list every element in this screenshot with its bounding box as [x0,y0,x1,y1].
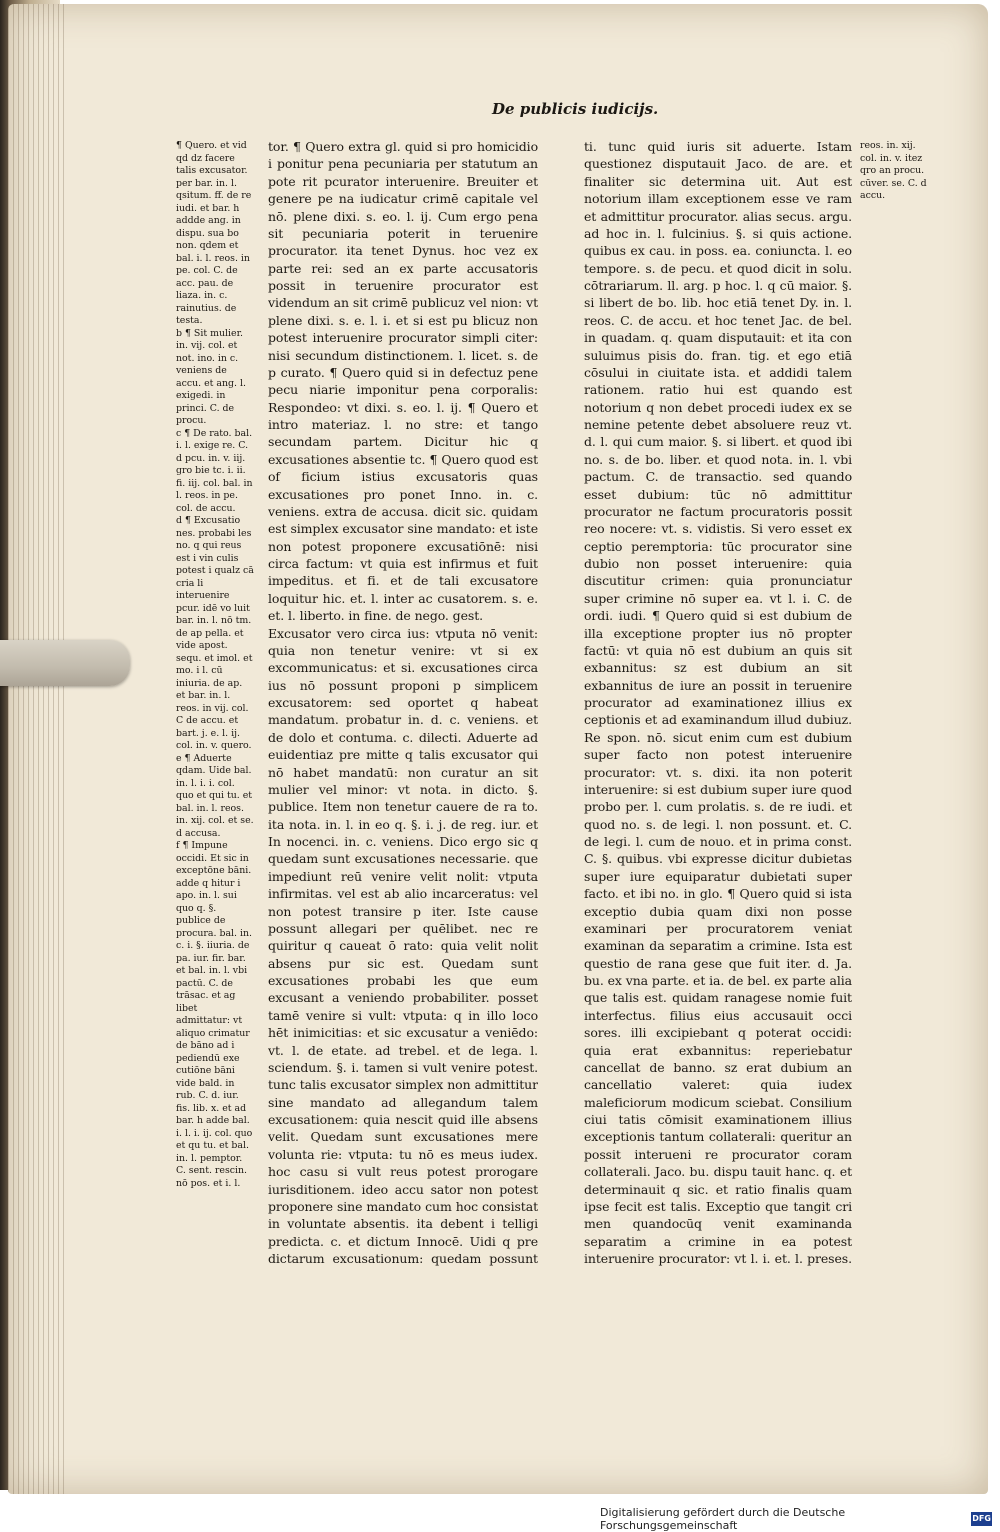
text-column-left [268,138,538,1268]
paragraph: ti. tunc quid iuris sit aduerte. Istam questionez disputauit Jaco. de are. et finaliter sic determina uit. Aut est notorium illam exceptionem esse ve ram et admittitur procurator. alias secus. argu. ad hoc in. l. fulcinius. §. si quis actione. quibus ex cau. in poss. ea. coniuncta. l. eo tempore. s. de pecu. et quod dicit in solu. cōtrariarum. ll. arg. p hoc. l. q cū maior. §. si libert de bo. lib. hoc etiā tenet Dy. in. l. reos. C. de accu. et hoc tenet Jac. de bel. in quadam. q. quam disputauit: et ita con suluimus pisis do. fran. tig. et ego etiā cōsului in ciuitate ista. et addidi talem rationem. ratio hui est quando est notorium q non debet procedi iudex ex se nemine petente debet absoluere reuz vt. d. l. qui cum maior. §. si libert. et quod ibi no. s. de bo. liber. et quod nota. in. l. vbi pactum. C. de transactio. sed quando esset dubium: tūc nō admittitur procurator ne factum procuratoris possit reo nocere: vt. s. vidistis. Si vero esset ex ceptio peremptoria: tūc procurator sine dubio non posset interuenire: quia discutitur crimen: quia pronunciatur super crimine nō super ea. vt l. i. C. de ordi. iudi. ¶ Quero quid si est dubium de illa exceptione propter ius nō propter factū: vt quia nō est dubium an quis sit exbannitus: sz est dubium an sit exbannitus de iure an possit in teruenire procurator ad examinationez illius ex ceptionis et ad examinandum illud dubiuz. Re spon. nō. sicut enim cum est dubium super facto non potest interuenire procurator: vt. s. dixi. ita non poterit interuenire: si est dubium super iure quod probo per. l. cum prolatis. s. de re iudi. et quod no. s. de legi. l. non possunt. et. C. de legi. l. cum de nouo. et in prima const. C. §. quibus. vbi expresse dicitur dubietas super iure equiparatur dubietati super facto. et ibi no. in glo. ¶ Quero quid si ista exceptio dubia quam dixi non posse examinari per procuratorem veniat examinan da separatim a crimine. Ista est questio de rana gese que fuit iter. d. Ja. bu. ex vna parte. et ia. de bel. ex parte alia que talis est. quidam ranagese nomie fuit interfectus. filius eius accusauit occi sores. illi excipiebant q poterat occidi: quia erat exbannitus: reperiebatur cancellat de banno. sz erat dubium an cancellatio valeret: quia iudex maleficiorum modicum sciebat. Consilium ciui tatis cōmisit examinationem illius exceptionis tantum collaterali: queritur an possit interueni re procurator coram collaterali. Jaco. bu. dispu tauit hanc. q. et determinauit q sic. et ratio finalis quam ipse fecit est talis. Exceptio que tangit cri men quandocūq venit examinanda separatim a crimine in ea potest interuenire procurator: vt l. i. et. l. preses. [584,139,852,1266]
margin-note: f ¶ Impune occidi. Et sic in exceptōne bāni. adde q hitur i apo. in. l. sui quo q. §. publice de procura. bal. in. c. i. §. iiuria. de pa. iur. fir. bar. et bal. in. l. vbi pactū. C. de trāsac. et ag libet admittatur: vt aliquo crimatur de bāno ad i pediendū exe cutiōne bāni vide bald. in rub. C. d. iur. fis. lib. x. et ad bar. h adde bal. i. l. i. ij. col. quo et qu tu. et bal. in. l. pemptor. C. sent. rescin. nō pos. et i. l. [176,840,253,1189]
margin-note: d ¶ Excusatio nes. probabi les no. q qui reus est i vin culis potest i qualz cā cria li interuenire pcur. idē vo luit bar. in. l. nō tm. de ap pella. et vide apost. sequ. et imol. et mo. i l. cū iniuria. de ap. et bar. in. l. reos. in vij. col. C de accu. et bart. j. e. l. ij. col. in. v. quero. [176,515,254,751]
dfg-logo-icon: DFG [971,1512,992,1526]
footer-credit: Digitalisierung gefördert durch die Deutsche Forschungsgemeinschaft [600,1506,846,1532]
margin-note: ¶ Quero. et vid qd dz facere talis excusator. per bar. in. l. qsitum. ff. de re iudi. et bar. h addde ang. in dispu. sua bo non. qdem et bal. i. l. reos. in pe. col. C. de acc. pau. de liaza. in. c. rainutius. de testa. [176,140,252,326]
paragraph: tor. ¶ Quero extra gl. quid si pro homicidio i ponitur pena pecuniaria per statutum an pote rit pcurator interuenire. Breuiter et genere pe na iudicatur crimē capitale vel nō. plene dixi. s. eo. l. ij. Cum ergo pena sit pecuniaria poterit in teruenire procurator. ita tenet Dynus. hoc vez ex parte rei: sed an ex parte accusatoris possit in teruenire procurator est videndum an sit crimē publicuz vel nion: vt plene dixi. s. e. l. i. et si est pu blicuz non potest interuenire procurator simpli citer: nisi secundum distinctionem. l. licet. s. de p curato. ¶ Quero quid si in defectuz pene pecu niarie imponitur pena corporalis: Respondeo: vt dixi. s. eo. l. ij. ¶ Quero et intro materiaz. l. no stre: et tango secundam partem. Dicitur hic q excusationes absentie tc. ¶ Quero quod est of ficium istius excusatoris quas excusationes pro ponet Inno. in. c. veniens. extra de accusa. dicit sic. quidam est simplex excusator sine mandato: et iste non potest proponere excusatiōnē: nisi circa factum: vt quia est infirmus et fuit impeditus. et fi. et de tali excusatore loquitur hic. et. l. inter ac cusatorem. s. e. et. l. liberto. in fine. de nego. gest. [268,139,538,624]
running-header: De publicis iudicijs. [492,100,659,118]
text-column-right [584,138,852,1268]
page-edges [8,4,64,1494]
margin-note: c ¶ De rato. bal. i. l. exige re. C. d pcu. in. v. iij. gro bie tc. i. ii. fi. iij. col. bal. in l. reos. in pe. col. de accu. [176,427,253,514]
paragraph: Excusator vero circa ius: vtputa nō venit: quia non tenetur venire: vt si ex excommunicatus: et si. excusationes circa ius nō possunt proponi p simplicem excusatorem: sed oportet q habeat mandatum. probatur in. d. c. veniens. et de dolo et contuma. c. dilecti. Aduerte ad euidentiaz pre mitte q talis excusator qui nō habet mandatū: non curatur an sit mulier vel minor: vt nota. in dicto. §. publice. Item non tenetur cauere de ra to. ita nota. in. l. in eo q. §. i. j. de reg. iur. et In nocenci. in. c. veniens. Dico ergo sic q quedam sunt excusationes necessarie. que impediunt reū venire velit nolit: vtputa infirmitas. vel est ab alio incarceratus: vel non potest transire p iter. Iste cause possunt allegari per quēlibet. nec re quiritur q caueat ō rato: quia velit nolit absens pur sic est. Quedam sunt excusationes probabi les que eum excusant a veniendo probabiliter. posset tamē venire si vult: vtputa: q in illo loco hēt inimicitias: et sic excusatur a veniēdo: vt. l. de etate. ad trebel. et de lega. l. sciendum. §. i. tamen si vult venire potest. tunc talis excusator simplex non admittitur sine mandato ad allegandum talem excusationem: quia nescit quid ille absens velit. Quedam sunt excusationes mere volunta rie: vtputa: tu nō es meus iudex. hoc casu si vult reus potest prorogare iurisditionem. ideo accu sator non potest proponere sine mandato cum hoc consistat in voluntate absentis. ita debent i telligi predicta. c. et dictum Innocē. Uidi q pre dictarum excusationum: quedam possunt [268,625,538,1266]
page-clip [0,640,130,686]
margin-note: reos. in. xij. col. in. v. itez qro an procu. cūver. se. C. d accu. [860,140,927,201]
margin-note: e ¶ Aduerte qdam. Uide bal. in. l. i. i. col. quo et qui tu. et bal. in. l. reos. in. xij. col. et se. d accusa. [176,752,254,839]
right-marginal-notes [860,140,930,210]
digitization-footer [600,1506,992,1532]
left-marginal-notes [176,140,254,1370]
margin-note: b ¶ Sit mulier. in. vij. col. et not. ino. in c. veniens de accu. et ang. l. exigedi. in princi. C. de procu. [176,327,246,426]
